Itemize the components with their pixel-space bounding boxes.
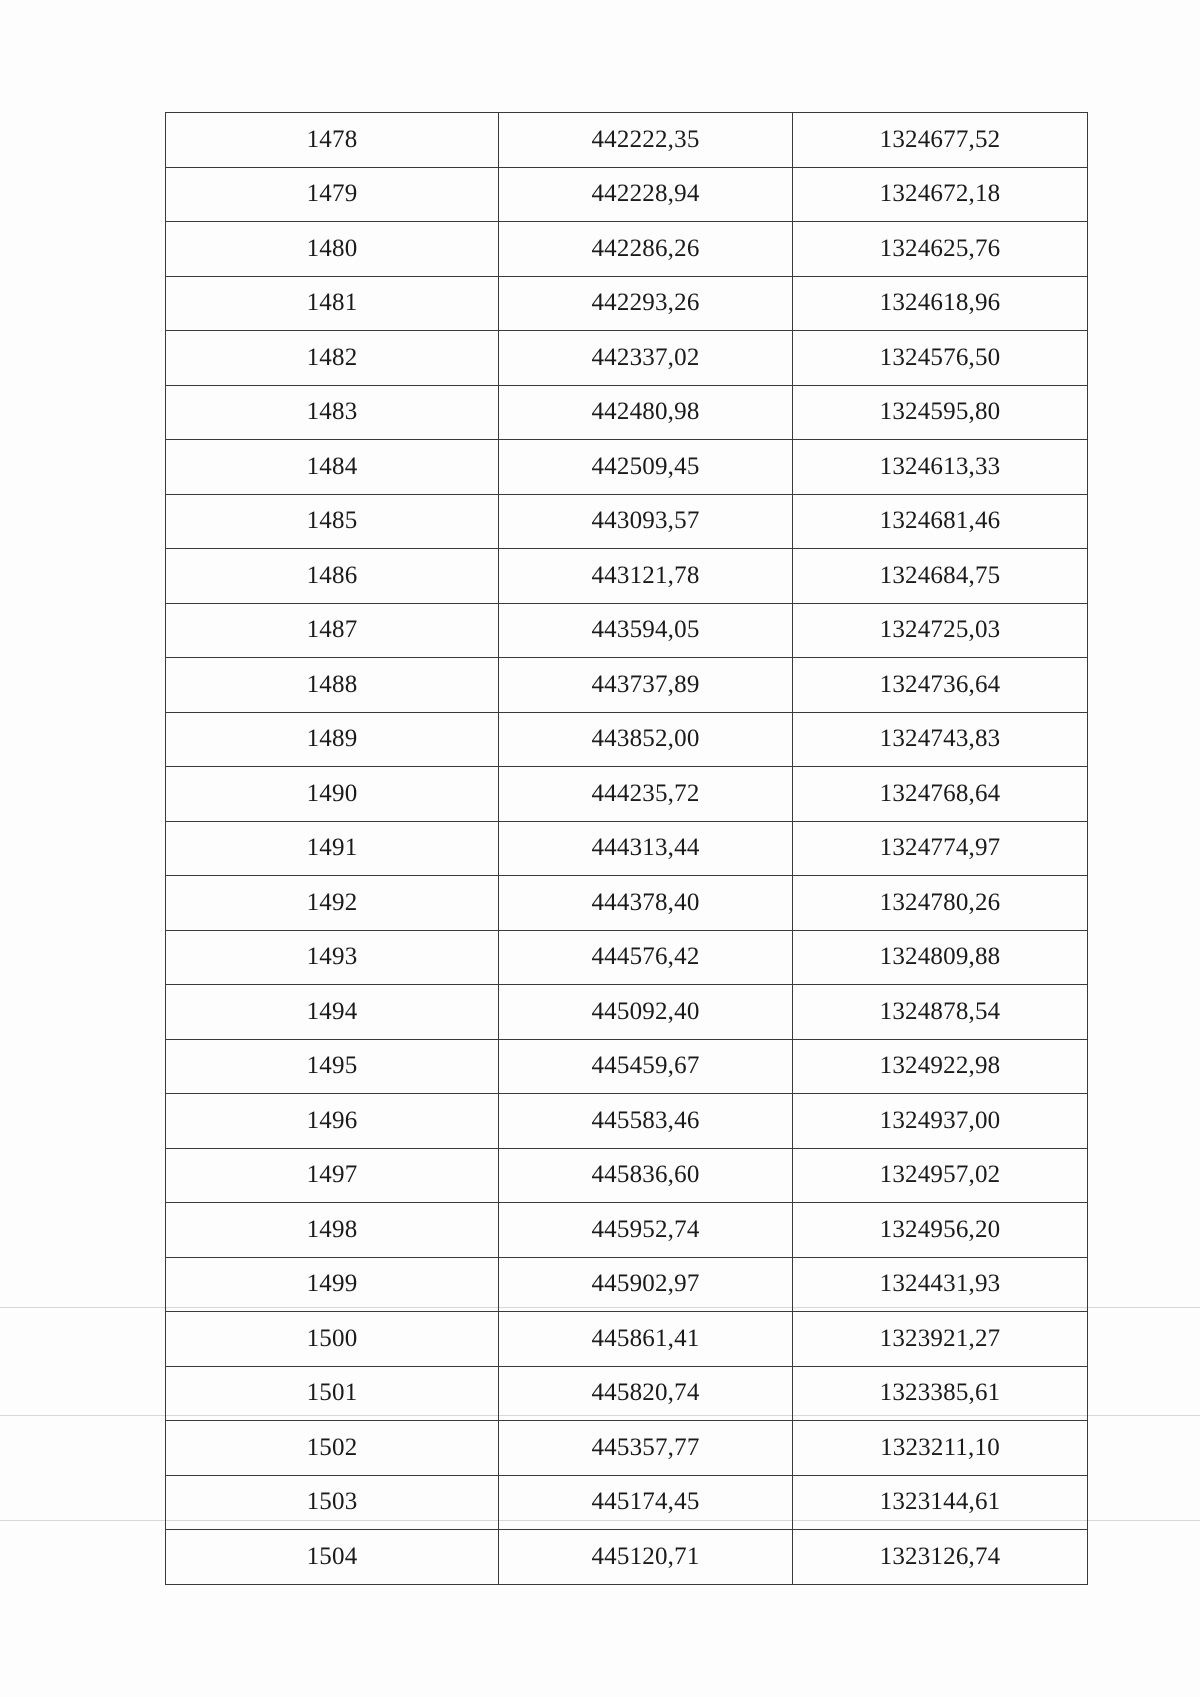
y-coordinate-cell: 1324743,83	[793, 712, 1088, 767]
y-coordinate-cell: 1323211,10	[793, 1421, 1088, 1476]
table-row	[166, 1094, 1088, 1149]
x-coordinate-cell: 444235,72	[499, 767, 793, 822]
point-number-cell: 1498	[166, 1203, 499, 1258]
point-number-cell: 1503	[166, 1475, 499, 1530]
point-number-cell: 1501	[166, 1366, 499, 1421]
table-row	[166, 1475, 1088, 1530]
y-coordinate-cell: 1323385,61	[793, 1366, 1088, 1421]
x-coordinate-cell: 442222,35	[499, 113, 793, 168]
y-coordinate-cell: 1324625,76	[793, 222, 1088, 277]
y-coordinate-cell: 1324809,88	[793, 930, 1088, 985]
table-row	[166, 167, 1088, 222]
table-row	[166, 440, 1088, 495]
y-coordinate-cell: 1324725,03	[793, 603, 1088, 658]
point-number-cell: 1486	[166, 549, 499, 604]
point-number-cell: 1494	[166, 985, 499, 1040]
y-coordinate-cell: 1324922,98	[793, 1039, 1088, 1094]
y-coordinate-cell: 1324618,96	[793, 276, 1088, 331]
table-row	[166, 1312, 1088, 1367]
point-number-cell: 1481	[166, 276, 499, 331]
table-row	[166, 494, 1088, 549]
y-coordinate-cell: 1323144,61	[793, 1475, 1088, 1530]
x-coordinate-cell: 445092,40	[499, 985, 793, 1040]
x-coordinate-cell: 442337,02	[499, 331, 793, 386]
table-row	[166, 1039, 1088, 1094]
coordinates-table-body	[166, 113, 1088, 1585]
point-number-cell: 1487	[166, 603, 499, 658]
x-coordinate-cell: 445820,74	[499, 1366, 793, 1421]
x-coordinate-cell: 445836,60	[499, 1148, 793, 1203]
y-coordinate-cell: 1324677,52	[793, 113, 1088, 168]
coordinates-table	[165, 112, 1088, 1585]
x-coordinate-cell: 444313,44	[499, 821, 793, 876]
x-coordinate-cell: 442228,94	[499, 167, 793, 222]
table-row	[166, 1203, 1088, 1258]
y-coordinate-cell: 1324768,64	[793, 767, 1088, 822]
point-number-cell: 1500	[166, 1312, 499, 1367]
point-number-cell: 1502	[166, 1421, 499, 1476]
x-coordinate-cell: 445952,74	[499, 1203, 793, 1258]
y-coordinate-cell: 1324576,50	[793, 331, 1088, 386]
x-coordinate-cell: 443852,00	[499, 712, 793, 767]
table-row	[166, 1366, 1088, 1421]
x-coordinate-cell: 442509,45	[499, 440, 793, 495]
table-row	[166, 331, 1088, 386]
point-number-cell: 1484	[166, 440, 499, 495]
table-row	[166, 876, 1088, 931]
point-number-cell: 1497	[166, 1148, 499, 1203]
y-coordinate-cell: 1324431,93	[793, 1257, 1088, 1312]
table-row	[166, 1530, 1088, 1585]
x-coordinate-cell: 444378,40	[499, 876, 793, 931]
point-number-cell: 1491	[166, 821, 499, 876]
x-coordinate-cell: 445583,46	[499, 1094, 793, 1149]
y-coordinate-cell: 1324774,97	[793, 821, 1088, 876]
table-row	[166, 930, 1088, 985]
table-row	[166, 276, 1088, 331]
point-number-cell: 1479	[166, 167, 499, 222]
point-number-cell: 1495	[166, 1039, 499, 1094]
y-coordinate-cell: 1324595,80	[793, 385, 1088, 440]
x-coordinate-cell: 442480,98	[499, 385, 793, 440]
table-row	[166, 113, 1088, 168]
y-coordinate-cell: 1324780,26	[793, 876, 1088, 931]
table-row	[166, 658, 1088, 713]
x-coordinate-cell: 444576,42	[499, 930, 793, 985]
point-number-cell: 1493	[166, 930, 499, 985]
x-coordinate-cell: 443594,05	[499, 603, 793, 658]
x-coordinate-cell: 445459,67	[499, 1039, 793, 1094]
point-number-cell: 1485	[166, 494, 499, 549]
x-coordinate-cell: 442286,26	[499, 222, 793, 277]
x-coordinate-cell: 445861,41	[499, 1312, 793, 1367]
table-row	[166, 1148, 1088, 1203]
y-coordinate-cell: 1324613,33	[793, 440, 1088, 495]
y-coordinate-cell: 1323921,27	[793, 1312, 1088, 1367]
table-row	[166, 985, 1088, 1040]
x-coordinate-cell: 445902,97	[499, 1257, 793, 1312]
y-coordinate-cell: 1324736,64	[793, 658, 1088, 713]
point-number-cell: 1482	[166, 331, 499, 386]
point-number-cell: 1504	[166, 1530, 499, 1585]
x-coordinate-cell: 445120,71	[499, 1530, 793, 1585]
table-row	[166, 603, 1088, 658]
point-number-cell: 1496	[166, 1094, 499, 1149]
point-number-cell: 1478	[166, 113, 499, 168]
table-row	[166, 1421, 1088, 1476]
x-coordinate-cell: 442293,26	[499, 276, 793, 331]
table-row	[166, 767, 1088, 822]
x-coordinate-cell: 445174,45	[499, 1475, 793, 1530]
point-number-cell: 1480	[166, 222, 499, 277]
point-number-cell: 1499	[166, 1257, 499, 1312]
y-coordinate-cell: 1324672,18	[793, 167, 1088, 222]
y-coordinate-cell: 1323126,74	[793, 1530, 1088, 1585]
table-row	[166, 549, 1088, 604]
point-number-cell: 1489	[166, 712, 499, 767]
x-coordinate-cell: 443121,78	[499, 549, 793, 604]
y-coordinate-cell: 1324681,46	[793, 494, 1088, 549]
table-row	[166, 712, 1088, 767]
point-number-cell: 1488	[166, 658, 499, 713]
point-number-cell: 1483	[166, 385, 499, 440]
x-coordinate-cell: 443093,57	[499, 494, 793, 549]
table-row	[166, 385, 1088, 440]
y-coordinate-cell: 1324878,54	[793, 985, 1088, 1040]
table-row	[166, 821, 1088, 876]
table-row	[166, 222, 1088, 277]
y-coordinate-cell: 1324684,75	[793, 549, 1088, 604]
y-coordinate-cell: 1324956,20	[793, 1203, 1088, 1258]
y-coordinate-cell: 1324957,02	[793, 1148, 1088, 1203]
point-number-cell: 1492	[166, 876, 499, 931]
x-coordinate-cell: 445357,77	[499, 1421, 793, 1476]
point-number-cell: 1490	[166, 767, 499, 822]
x-coordinate-cell: 443737,89	[499, 658, 793, 713]
table-row	[166, 1257, 1088, 1312]
y-coordinate-cell: 1324937,00	[793, 1094, 1088, 1149]
